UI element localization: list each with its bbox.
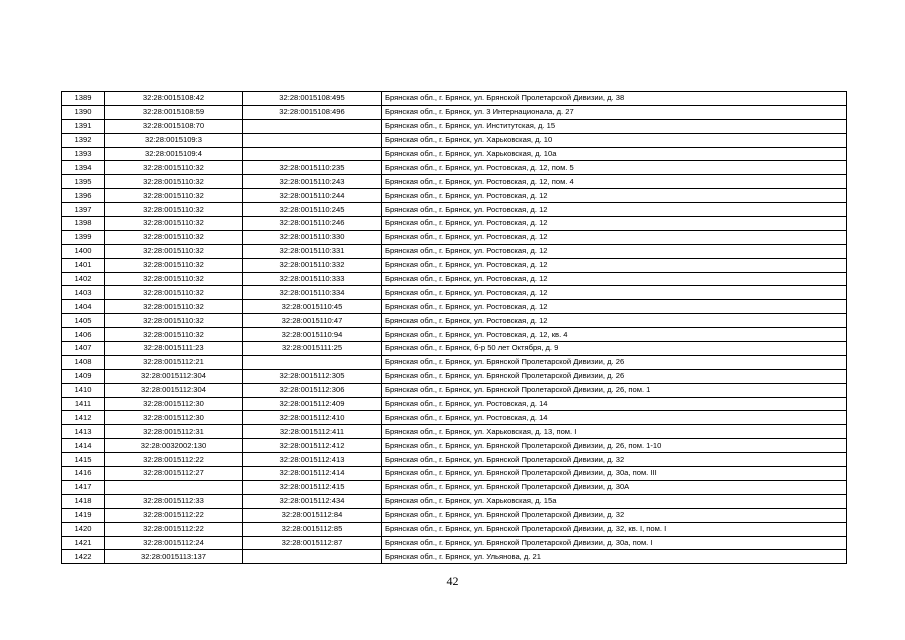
row-number-cell: 1415: [62, 453, 105, 467]
address-cell: Брянская обл., г. Брянск, ул. Харьковская, д. 10: [382, 133, 847, 147]
row-number-cell: 1394: [62, 161, 105, 175]
row-number-cell: 1412: [62, 411, 105, 425]
address-cell: Брянская обл., г. Брянск, ул. Брянской Пролетарской Дивизии, д. 26: [382, 355, 847, 369]
table-row: [62, 355, 847, 369]
address-cell: Брянская обл., г. Брянск, ул. Брянской Пролетарской Дивизии, д. 30а, пом. III: [382, 467, 847, 481]
object-cadastral-number-cell: 32:28:0015110:244: [243, 189, 382, 203]
object-cadastral-number-cell: 32:28:0015110:330: [243, 230, 382, 244]
cadastral-number-cell: 32:28:0015112:31: [105, 425, 243, 439]
cadastral-number-cell: 32:28:0015112:30: [105, 397, 243, 411]
address-cell: Брянская обл., г. Брянск, ул. Брянской Пролетарской Дивизии, д. 26, пом. 1: [382, 383, 847, 397]
cadastral-number-cell: 32:28:0015110:32: [105, 230, 243, 244]
row-number-cell: 1401: [62, 258, 105, 272]
table-row: [62, 328, 847, 342]
address-cell: Брянская обл., г. Брянск, ул. Брянской Пролетарской Дивизии, д. 38: [382, 92, 847, 106]
object-cadastral-number-cell: 32:28:0015112:434: [243, 494, 382, 508]
address-cell: Брянская обл., г. Брянск, ул. Харьковская, д. 10а: [382, 147, 847, 161]
object-cadastral-number-cell: [243, 550, 382, 564]
object-cadastral-number-cell: [243, 119, 382, 133]
row-number-cell: 1397: [62, 203, 105, 217]
row-number-cell: 1399: [62, 230, 105, 244]
row-number-cell: 1420: [62, 522, 105, 536]
object-cadastral-number-cell: 32:28:0015110:47: [243, 314, 382, 328]
row-number-cell: 1416: [62, 467, 105, 481]
object-cadastral-number-cell: 32:28:0015110:332: [243, 258, 382, 272]
address-cell: Брянская обл., г. Брянск, ул. Ростовская, д. 12: [382, 314, 847, 328]
cadastral-number-cell: 32:28:0015112:304: [105, 369, 243, 383]
object-cadastral-number-cell: 32:28:0015112:413: [243, 453, 382, 467]
cadastral-number-cell: 32:28:0015108:70: [105, 119, 243, 133]
table-row: [62, 272, 847, 286]
cadastral-number-cell: 32:28:0015110:32: [105, 286, 243, 300]
table-row: [62, 550, 847, 564]
table-row: [62, 453, 847, 467]
cadastral-number-cell: 32:28:0015113:137: [105, 550, 243, 564]
table-row: [62, 480, 847, 494]
row-number-cell: 1408: [62, 355, 105, 369]
table-row: [62, 411, 847, 425]
object-cadastral-number-cell: 32:28:0015112:305: [243, 369, 382, 383]
row-number-cell: 1417: [62, 480, 105, 494]
address-cell: Брянская обл., г. Брянск, ул. Брянской Пролетарской Дивизии, д. 32: [382, 453, 847, 467]
address-cell: Брянская обл., г. Брянск, ул. Брянской Пролетарской Дивизии, д. 32: [382, 508, 847, 522]
cadastral-number-cell: 32:28:0015112:304: [105, 383, 243, 397]
row-number-cell: 1411: [62, 397, 105, 411]
address-cell: Брянская обл., г. Брянск, ул. Харьковская, д. 13, пом. I: [382, 425, 847, 439]
table-row: [62, 439, 847, 453]
table-row: [62, 522, 847, 536]
table-row: [62, 230, 847, 244]
address-cell: Брянская обл., г. Брянск, ул. Ростовская, д. 12: [382, 230, 847, 244]
cadastral-number-cell: 32:28:0015112:30: [105, 411, 243, 425]
object-cadastral-number-cell: 32:28:0015112:411: [243, 425, 382, 439]
table-row: [62, 258, 847, 272]
table-row: [62, 342, 847, 356]
table-row: [62, 105, 847, 119]
row-number-cell: 1410: [62, 383, 105, 397]
cadastral-number-cell: 32:28:0015110:32: [105, 272, 243, 286]
row-number-cell: 1421: [62, 536, 105, 550]
cadastral-number-cell: 32:28:0015112:22: [105, 508, 243, 522]
cadastral-number-cell: 32:28:0015110:32: [105, 189, 243, 203]
object-cadastral-number-cell: 32:28:0015110:94: [243, 328, 382, 342]
cadastral-number-cell: 32:28:0015110:32: [105, 258, 243, 272]
address-cell: Брянская обл., г. Брянск, ул. Институтская, д. 15: [382, 119, 847, 133]
object-cadastral-number-cell: 32:28:0015110:331: [243, 244, 382, 258]
object-cadastral-number-cell: [243, 355, 382, 369]
object-cadastral-number-cell: 32:28:0015110:333: [243, 272, 382, 286]
object-cadastral-number-cell: 32:28:0015111:25: [243, 342, 382, 356]
address-cell: Брянская обл., г. Брянск, ул. Брянской Пролетарской Дивизии, д. 32, кв. I, пом. I: [382, 522, 847, 536]
page-number: 42: [446, 574, 459, 588]
address-cell: Брянская обл., г. Брянск, ул. Ростовская, д. 14: [382, 397, 847, 411]
row-number-cell: 1413: [62, 425, 105, 439]
address-cell: Брянская обл., г. Брянск, ул. Ростовская, д. 12: [382, 300, 847, 314]
object-cadastral-number-cell: 32:28:0015112:85: [243, 522, 382, 536]
cadastral-number-cell: 32:28:0015110:32: [105, 175, 243, 189]
cadastral-number-cell: 32:28:0032002:130: [105, 439, 243, 453]
object-cadastral-number-cell: 32:28:0015112:306: [243, 383, 382, 397]
table-row: [62, 217, 847, 231]
table-row: [62, 494, 847, 508]
object-cadastral-number-cell: 32:28:0015112:415: [243, 480, 382, 494]
object-cadastral-number-cell: 32:28:0015110:243: [243, 175, 382, 189]
cadastral-number-cell: 32:28:0015110:32: [105, 203, 243, 217]
address-cell: Брянская обл., г. Брянск, ул. Ростовская, д. 12, пом. 4: [382, 175, 847, 189]
table-row: [62, 536, 847, 550]
object-cadastral-number-cell: 32:28:0015112:409: [243, 397, 382, 411]
address-cell: Брянская обл., г. Брянск, ул. Ростовская, д. 12: [382, 272, 847, 286]
registry-table-body: [62, 92, 847, 564]
cadastral-number-cell: 32:28:0015110:32: [105, 314, 243, 328]
row-number-cell: 1409: [62, 369, 105, 383]
address-cell: Брянская обл., г. Брянск, ул. Брянской Пролетарской Дивизии, д. 26, пом. 1-10: [382, 439, 847, 453]
cadastral-number-cell: 32:28:0015112:33: [105, 494, 243, 508]
table-row: [62, 133, 847, 147]
row-number-cell: 1400: [62, 244, 105, 258]
address-cell: Брянская обл., г. Брянск, ул. Брянской Пролетарской Дивизии, д. 26: [382, 369, 847, 383]
table-row: [62, 161, 847, 175]
cadastral-number-cell: 32:28:0015109:3: [105, 133, 243, 147]
address-cell: Брянская обл., г. Брянск, ул. Ростовская, д. 12: [382, 286, 847, 300]
object-cadastral-number-cell: [243, 133, 382, 147]
cadastral-number-cell: 32:28:0015110:32: [105, 244, 243, 258]
object-cadastral-number-cell: 32:28:0015112:412: [243, 439, 382, 453]
row-number-cell: 1390: [62, 105, 105, 119]
address-cell: Брянская обл., г. Брянск, ул. Ростовская, д. 12: [382, 203, 847, 217]
cadastral-number-cell: 32:28:0015110:32: [105, 300, 243, 314]
address-cell: Брянская обл., г. Брянск, ул. Ростовская, д. 14: [382, 411, 847, 425]
cadastral-number-cell: 32:28:0015112:22: [105, 453, 243, 467]
row-number-cell: 1395: [62, 175, 105, 189]
row-number-cell: 1422: [62, 550, 105, 564]
object-cadastral-number-cell: [243, 147, 382, 161]
address-cell: Брянская обл., г. Брянск, ул. 3 Интернационала, д. 27: [382, 105, 847, 119]
cadastral-number-cell: 32:28:0015112:24: [105, 536, 243, 550]
row-number-cell: 1414: [62, 439, 105, 453]
cadastral-number-cell: 32:28:0015109:4: [105, 147, 243, 161]
table-row: [62, 244, 847, 258]
address-cell: Брянская обл., г. Брянск, ул. Брянской Пролетарской Дивизии, д. 30а, пом. I: [382, 536, 847, 550]
cadastral-number-cell: 32:28:0015110:32: [105, 217, 243, 231]
table-row: [62, 369, 847, 383]
table-row: [62, 300, 847, 314]
table-row: [62, 425, 847, 439]
object-cadastral-number-cell: 32:28:0015112:410: [243, 411, 382, 425]
cadastral-number-cell: 32:28:0015108:59: [105, 105, 243, 119]
table-row: [62, 508, 847, 522]
registry-table: [61, 91, 847, 564]
row-number-cell: 1396: [62, 189, 105, 203]
table-row: [62, 286, 847, 300]
row-number-cell: 1398: [62, 217, 105, 231]
address-cell: Брянская обл., г. Брянск, ул. Ростовская, д. 12, пом. 5: [382, 161, 847, 175]
cadastral-number-cell: 32:28:0015110:32: [105, 328, 243, 342]
row-number-cell: 1405: [62, 314, 105, 328]
object-cadastral-number-cell: 32:28:0015110:235: [243, 161, 382, 175]
object-cadastral-number-cell: 32:28:0015110:246: [243, 217, 382, 231]
object-cadastral-number-cell: 32:28:0015108:495: [243, 92, 382, 106]
row-number-cell: 1419: [62, 508, 105, 522]
table-row: [62, 203, 847, 217]
table-row: [62, 189, 847, 203]
table-row: [62, 467, 847, 481]
table-row: [62, 175, 847, 189]
row-number-cell: 1391: [62, 119, 105, 133]
object-cadastral-number-cell: 32:28:0015112:87: [243, 536, 382, 550]
table-row: [62, 383, 847, 397]
row-number-cell: 1392: [62, 133, 105, 147]
table-row: [62, 92, 847, 106]
table-row: [62, 147, 847, 161]
cadastral-number-cell: 32:28:0015108:42: [105, 92, 243, 106]
address-cell: Брянская обл., г. Брянск, ул. Брянской Пролетарской Дивизии, д. 30А: [382, 480, 847, 494]
address-cell: Брянская обл., г. Брянск, ул. Ульянова, д. 21: [382, 550, 847, 564]
object-cadastral-number-cell: 32:28:0015110:245: [243, 203, 382, 217]
table-row: [62, 314, 847, 328]
row-number-cell: 1406: [62, 328, 105, 342]
object-cadastral-number-cell: 32:28:0015112:84: [243, 508, 382, 522]
cadastral-number-cell: 32:28:0015112:22: [105, 522, 243, 536]
row-number-cell: 1402: [62, 272, 105, 286]
cadastral-number-cell: 32:28:0015110:32: [105, 161, 243, 175]
row-number-cell: 1407: [62, 342, 105, 356]
address-cell: Брянская обл., г. Брянск, ул. Ростовская, д. 12: [382, 189, 847, 203]
cadastral-number-cell: 32:28:0015112:21: [105, 355, 243, 369]
row-number-cell: 1389: [62, 92, 105, 106]
address-cell: Брянская обл., г. Брянск, ул. Ростовская, д. 12: [382, 217, 847, 231]
address-cell: Брянская обл., г. Брянск, ул. Ростовская, д. 12, кв. 4: [382, 328, 847, 342]
address-cell: Брянская обл., г. Брянск, ул. Ростовская, д. 12: [382, 244, 847, 258]
object-cadastral-number-cell: 32:28:0015110:45: [243, 300, 382, 314]
table-row: [62, 119, 847, 133]
table-row: [62, 397, 847, 411]
object-cadastral-number-cell: 32:28:0015110:334: [243, 286, 382, 300]
object-cadastral-number-cell: 32:28:0015108:496: [243, 105, 382, 119]
address-cell: Брянская обл., г. Брянск, ул. Ростовская, д. 12: [382, 258, 847, 272]
address-cell: Брянская обл., г. Брянск, ул. Харьковская, д. 15а: [382, 494, 847, 508]
cadastral-number-cell: 32:28:0015111:23: [105, 342, 243, 356]
row-number-cell: 1393: [62, 147, 105, 161]
cadastral-number-cell: [105, 480, 243, 494]
address-cell: Брянская обл., г. Брянск, б-р 50 лет Октября, д. 9: [382, 342, 847, 356]
row-number-cell: 1403: [62, 286, 105, 300]
object-cadastral-number-cell: 32:28:0015112:414: [243, 467, 382, 481]
row-number-cell: 1404: [62, 300, 105, 314]
cadastral-number-cell: 32:28:0015112:27: [105, 467, 243, 481]
row-number-cell: 1418: [62, 494, 105, 508]
